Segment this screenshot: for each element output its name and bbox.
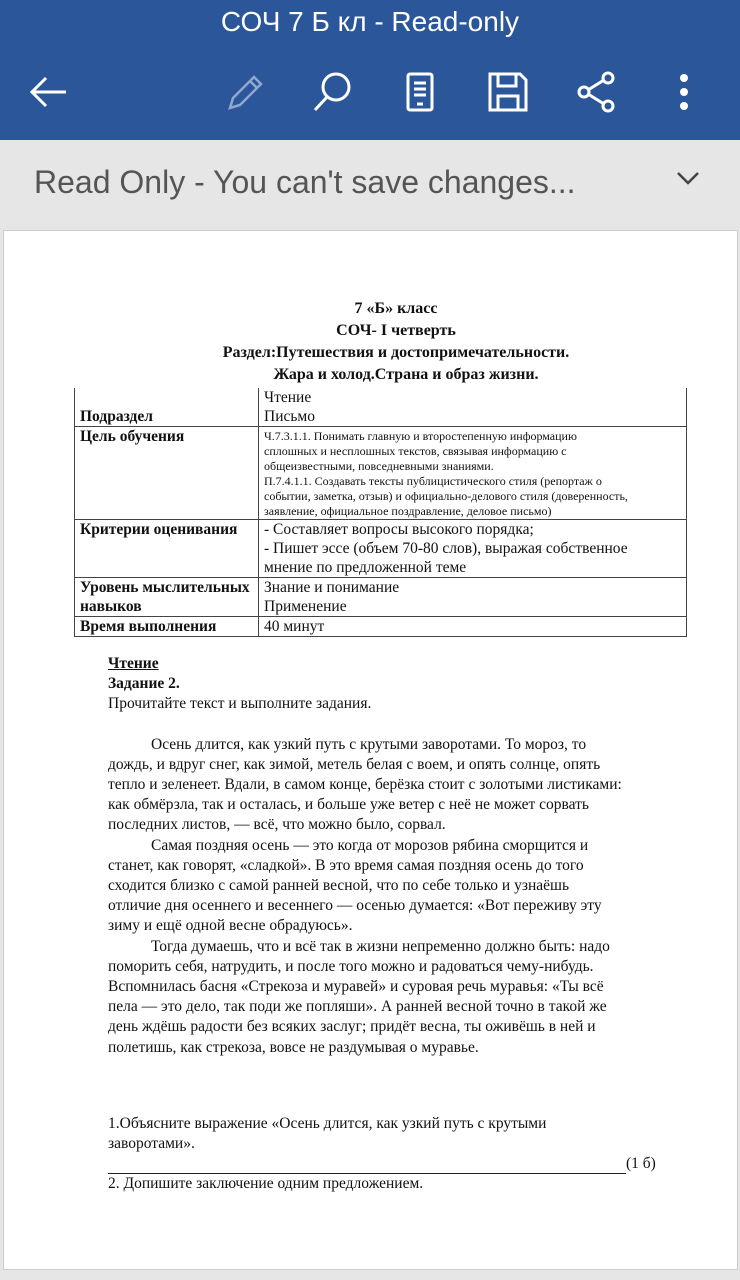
back-arrow-icon[interactable] — [26, 70, 70, 114]
heading-line: СОЧ- I четверть — [336, 322, 456, 339]
document-title: СОЧ 7 Б кл - Read-only — [220, 6, 520, 37]
text-line: сходится близко с самой ранней весной, что по себе только и узнаёшь — [108, 877, 570, 895]
text-line: поморить себя, натрудить, и после того можно и радоваться чему-нибудь. — [108, 957, 594, 975]
text-line: зиму и ещё одной весне обрадуюсь». — [108, 917, 353, 935]
chevron-down-icon[interactable] — [676, 170, 700, 186]
task-title: Задание 2. — [108, 675, 180, 693]
save-icon[interactable] — [486, 70, 530, 114]
table-value: Ч.7.3.1.1. Понимать главную и второстепенную информацию — [264, 429, 577, 443]
info-table — [74, 388, 687, 637]
app-bar — [0, 0, 740, 140]
banner-text: Read Only - You can't save changes... — [34, 164, 576, 200]
table-value: мнение по предложенной теме — [264, 559, 467, 576]
table-value: сплошных и несплошных текстов, связывая информацию с — [264, 444, 567, 458]
table-value: событии, заметка, отзыв) и официально-делового стиля (доверенность, — [264, 489, 628, 503]
table-value: общеизвестными, повседневными знаниями. — [264, 459, 494, 473]
answer-line[interactable] — [108, 1158, 626, 1174]
reading-text — [108, 735, 698, 1058]
table-value: Чтение — [264, 389, 312, 406]
table-key: Время выполнения — [75, 617, 259, 637]
heading-line: Раздел:Путешествия и достопримечательности. — [222, 344, 570, 361]
more-options-icon[interactable] — [662, 70, 706, 114]
table-value: Знание и понимание — [264, 579, 400, 596]
table-value: П.7.4.1.1. Создавать тексты публицистического стиля (репортаж о — [264, 474, 602, 488]
heading-line: Жара и холод.Страна и образ жизни. — [273, 366, 539, 383]
section-title: Чтение — [108, 655, 159, 672]
text-line: Тогда думаешь, что и всё так в жизни непременно должно быть: надо — [151, 937, 610, 955]
table-value: - Составляет вопросы высокого порядка; — [264, 521, 534, 538]
question-1: 1.Объясните выражение «Осень длится, как узкий путь с крутыми — [108, 1114, 547, 1132]
mobile-view-icon[interactable] — [398, 70, 442, 114]
text-line: полетишь, как стрекоза, вовсе не раздумывая о муравье. — [108, 1038, 479, 1056]
question-2: 2. Допишите заключение одним предложением. — [108, 1175, 424, 1193]
table-value: Письмо — [264, 408, 315, 425]
question-1: заворотами». — [108, 1135, 195, 1153]
text-line: Осень длится, как узкий путь с крутыми заворотами. То мороз, то — [151, 735, 587, 753]
text-line: как обмёрзла, так и осталась, и больше уже ветер с неё не может сорвать — [108, 796, 589, 814]
table-value: - Пишет эссе (объем 70-80 слов), выражая собственное — [264, 540, 628, 557]
instruction: Прочитайте текст и выполните задания. — [108, 695, 372, 713]
heading-line: 7 «Б» класс — [354, 300, 438, 317]
text-line: станет, как говорят, «сладкой». В это время самая поздняя осень до того — [108, 856, 584, 874]
table-key: Критерии оценивания — [75, 520, 259, 578]
text-line: Вспомнилась басня «Стрекоза и муравей» и суровая речь муравья: «Ты всё — [108, 978, 604, 996]
text-line: отличие дня осеннего и весеннего — осенью думается: «Вот переживу эту — [108, 897, 602, 915]
table-value: 40 минут — [264, 618, 325, 635]
search-icon[interactable] — [310, 70, 354, 114]
table-key: Подраздел — [75, 388, 259, 427]
table-key: Цель обучения — [75, 427, 259, 520]
text-line: тепло и зеленеет. Вдали, в самом конце, берёзка стоит с золотыми листиками: — [108, 776, 622, 794]
text-line: Самая поздняя осень — это когда от морозов рябина сморщится и — [151, 836, 589, 854]
question-score: (1 б) — [626, 1155, 656, 1173]
text-line: дождь, и вдруг снег, как зимой, метель белая с воем, и опять солнце, опять — [108, 755, 601, 773]
text-line: день ждёшь радости без всяких заслуг; придёт весна, ты оживёшь в ней и — [108, 1018, 596, 1036]
text-line: пела — это дело, так поди же попляши». А ранней весной точно в такой же — [108, 998, 607, 1016]
edit-pencil-icon[interactable] — [222, 70, 266, 114]
read-only-banner[interactable] — [0, 140, 740, 228]
text-line: последних листов, — всё, что можно было, сорвал. — [108, 816, 446, 834]
table-value: заявление, официальное поздравление, деловое письмо) — [264, 504, 552, 518]
table-key: Уровень мыслительных навыков — [75, 578, 259, 617]
share-icon[interactable] — [574, 70, 618, 114]
table-value: Применение — [264, 598, 347, 615]
